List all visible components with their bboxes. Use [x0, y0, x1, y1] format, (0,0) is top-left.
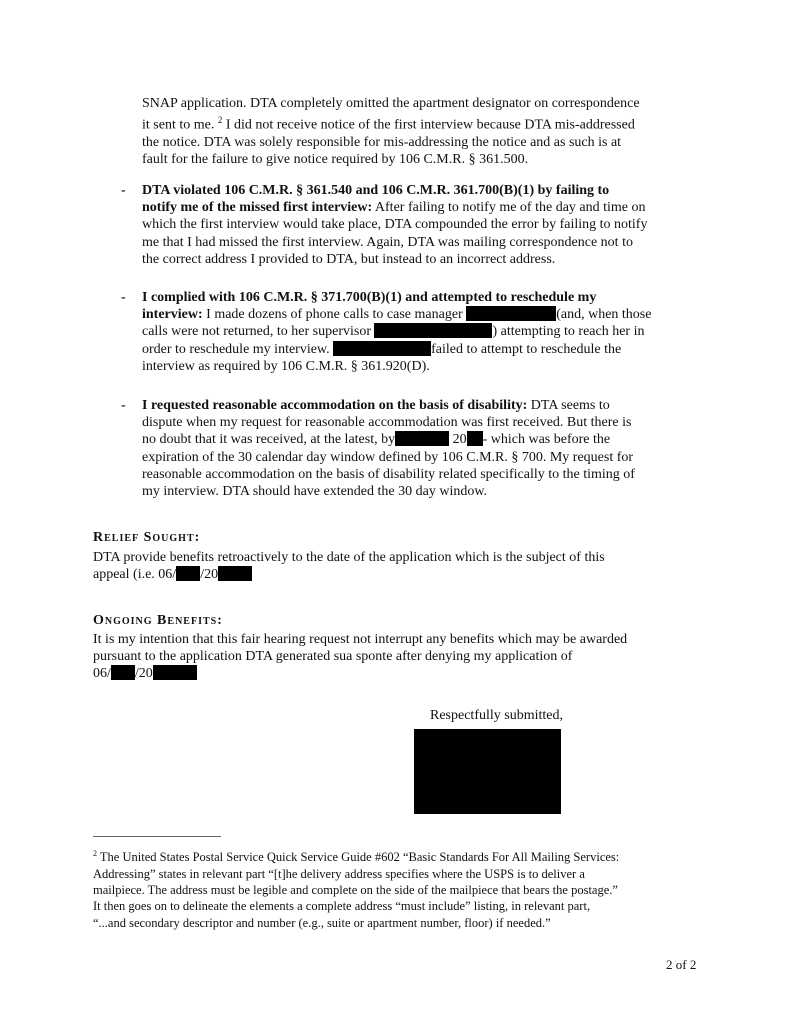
- bullet-heading: interview:: [142, 307, 203, 323]
- section-heading-relief: Relief Sought:: [93, 530, 201, 545]
- bullet-item-reschedule: [142, 289, 702, 375]
- bullet-line: interview as required by 106 C.M.R. § 361.920(D).: [142, 358, 430, 374]
- bullet-text: DTA seems to: [530, 398, 610, 413]
- bullet-text: failed to attempt to reschedule the: [431, 341, 622, 357]
- bullet-line: dispute when my request for reasonable accommodation was first received. But there is: [142, 415, 632, 431]
- bullet-marker: -: [121, 183, 126, 198]
- closing-text: Respectfully submitted,: [430, 708, 563, 723]
- bullet-text: ) attempting to reach her in: [492, 324, 645, 340]
- bullet-marker: -: [121, 398, 126, 413]
- bullet-line: [142, 306, 702, 323]
- bullet-line: [142, 182, 702, 199]
- bullet-text: calls were not returned, to her supervisor: [142, 324, 371, 340]
- relief-text: /20: [200, 567, 219, 583]
- ongoing-line: pursuant to the application DTA generated sua sponte after denying my application of: [93, 649, 573, 665]
- intro-line: fault for the failure to give notice required by 106 C.M.R. § 361.500.: [142, 152, 529, 168]
- signature-redaction: [414, 729, 561, 814]
- bullet-line: [142, 431, 702, 448]
- bullet-text: I made dozens of phone calls to case manager: [206, 307, 463, 323]
- bullet-line: which the first interview would take place, DTA compounded the error by failing to notify: [142, 217, 648, 233]
- redaction-block: [395, 431, 449, 446]
- bullet-heading: notify me of the missed first interview:: [142, 200, 373, 216]
- redaction-block: [466, 306, 556, 321]
- bullet-heading: DTA violated 106 C.M.R. § 361.540 and 106 C.M.R. 361.700(B)(1) by failing to: [142, 183, 610, 198]
- relief-line: DTA provide benefits retroactively to the date of the application which is the subject of this: [93, 550, 605, 565]
- bullet-line: expiration of the 30 calendar day window defined by 106 C.M.R. § 700. My request for: [142, 449, 634, 465]
- bullet-line: the correct address I provided to DTA, but instead to an incorrect address.: [142, 251, 556, 267]
- bullet-text: (and, when those: [556, 307, 652, 323]
- bullet-line: [142, 289, 702, 306]
- footnote-line: Addressing” states in relevant part “[t]he delivery address specifies where the USPS is to deliver a: [93, 866, 585, 881]
- footnote-marker: 2: [93, 849, 97, 858]
- ongoing-line: It is my intention that this fair hearing request not interrupt any benefits which may be awarded: [93, 632, 628, 647]
- footnote-reference[interactable]: 2: [217, 115, 223, 126]
- ongoing-line: [93, 665, 733, 682]
- bullet-item-accommodation: [142, 397, 702, 500]
- footnote-line: It then goes on to delineate the elements a complete address “must include” listing, in relevant part,: [93, 899, 591, 914]
- relief-text: appeal (i.e. 06/: [93, 567, 177, 583]
- intro-line: the notice. DTA was solely responsible for mis-addressing the notice and as such is at: [142, 135, 622, 151]
- redaction-block: [333, 341, 431, 356]
- redaction-block: [153, 665, 197, 680]
- redaction-block: [111, 665, 135, 680]
- bullet-text: order to reschedule my interview.: [142, 341, 330, 357]
- footnote-line: mailpiece. The address must be legible and complete on the side of the mailpiece that bears the postage.”: [93, 882, 618, 897]
- bullet-text: - which was before the: [482, 432, 611, 448]
- bullet-heading: I requested reasonable accommodation on the basis of disability:: [142, 398, 528, 413]
- intro-text: I did not receive notice of the first interview because DTA mis-addressed: [225, 117, 635, 133]
- section-heading-ongoing: Ongoing Benefits:: [93, 613, 223, 628]
- redaction-block: [374, 323, 492, 338]
- page-number: 2 of 2: [666, 957, 697, 972]
- intro-text: it sent to me.: [142, 117, 215, 133]
- bullet-text: After failing to notify me of the day and time on: [374, 200, 646, 216]
- footnote-line: “...and secondary descriptor and number (e.g., suite or apartment number, floor) if needed.”: [93, 915, 551, 930]
- footnote-line: [93, 846, 733, 866]
- bullet-line: my interview. DTA should have extended the 30 day window.: [142, 484, 488, 500]
- ongoing-text: /20: [134, 666, 153, 682]
- bullet-line: [142, 341, 702, 358]
- bullet-marker: -: [121, 290, 126, 305]
- relief-paragraph: [93, 549, 733, 583]
- bullet-item-notice: [142, 182, 702, 268]
- bullet-line: [142, 397, 702, 414]
- bullet-heading: I complied with 106 C.M.R. § 371.700(B)(1) and attempted to reschedule my: [142, 290, 597, 305]
- bullet-line: me that I had missed the first interview. Again, DTA was mailing correspondence not to: [142, 234, 633, 250]
- intro-line: SNAP application. DTA completely omitted the apartment designator on correspondence: [142, 96, 640, 111]
- relief-line: [93, 566, 733, 583]
- ongoing-paragraph: [93, 631, 733, 683]
- redaction-block: [176, 566, 200, 581]
- bullet-text: 20: [452, 432, 467, 448]
- footnote-text: The United States Postal Service Quick Service Guide #602 “Basic Standards For All Mailing Services:: [99, 850, 620, 865]
- bullet-text: no doubt that it was received, at the latest, by: [142, 432, 396, 448]
- redaction-block: [467, 431, 483, 446]
- footnote: [93, 846, 733, 931]
- bullet-line: [142, 323, 702, 340]
- redaction-block: [218, 566, 252, 581]
- intro-paragraph: [142, 95, 702, 168]
- bullet-line: reasonable accommodation on the basis of disability related specifically to the timing of: [142, 466, 635, 482]
- bullet-line: [142, 199, 702, 216]
- intro-line: [142, 112, 702, 134]
- ongoing-text: 06/: [93, 666, 111, 682]
- footnote-separator: [93, 836, 221, 837]
